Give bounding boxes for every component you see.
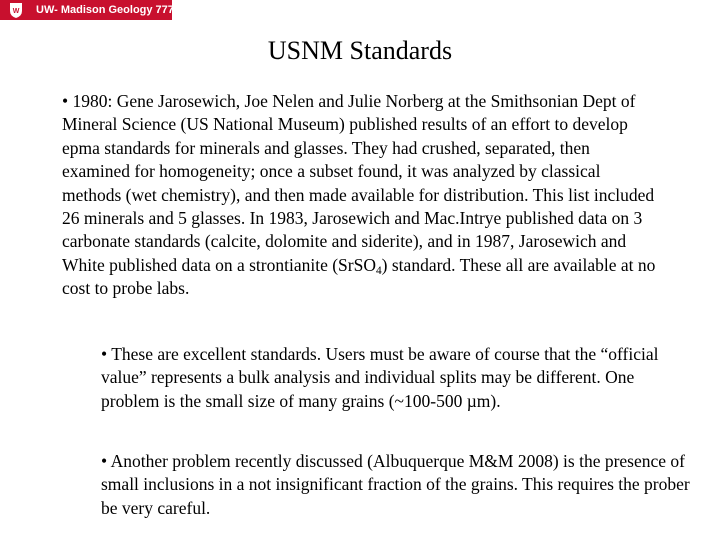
slide-title: USNM Standards (267, 36, 453, 65)
banner-label: UW- Madison Geology 777 (36, 4, 174, 16)
caveat-text: These are excellent standards. Users must be aware of course that the “official value” represents a bulk analysis and individual splits may be different. One problem is the small size of many grains (~100-500 µm). (101, 344, 659, 411)
bullet: • (101, 451, 108, 471)
history-text: 1980: Gene Jarosewich, Joe Nelen and Julie Norberg at the Smithsonian Dept of Mineral Science (US National Museum) published results of an effort to develop epma standards for minerals and glasses. They had crushed, separated, then examined for homogeneity; once a subset found, it was analyzed by classical methods (wet chemistry), and then made available for distribution. This list included 26 minerals and 5 glasses. In 1983, Jarosewich and Mac.Intrye published data on 3 carbonate standards (calcite, dolomite and siderite), and in 1987, Jarosewich and White published data on a strontianite ( (62, 91, 655, 275)
inclusions-text: Another problem recently discussed (Albuquerque M&M 2008) is the presence of small inclusions in a not insignificant fraction of the grains. This requires the prober be very careful. (101, 451, 690, 518)
paragraph-history (62, 90, 662, 301)
uw-crest-icon (0, 0, 32, 20)
paragraph-caveat (101, 343, 671, 413)
svg-text:W: W (12, 8, 20, 15)
paragraph-inclusions (101, 450, 691, 520)
header-banner (0, 0, 172, 20)
formula: SrSO$_4$ (338, 254, 382, 277)
history-text-end: ) standard. These all are available at no cost to probe labs. (62, 254, 656, 299)
bullet: • (101, 344, 108, 364)
bullet: • (62, 91, 69, 111)
